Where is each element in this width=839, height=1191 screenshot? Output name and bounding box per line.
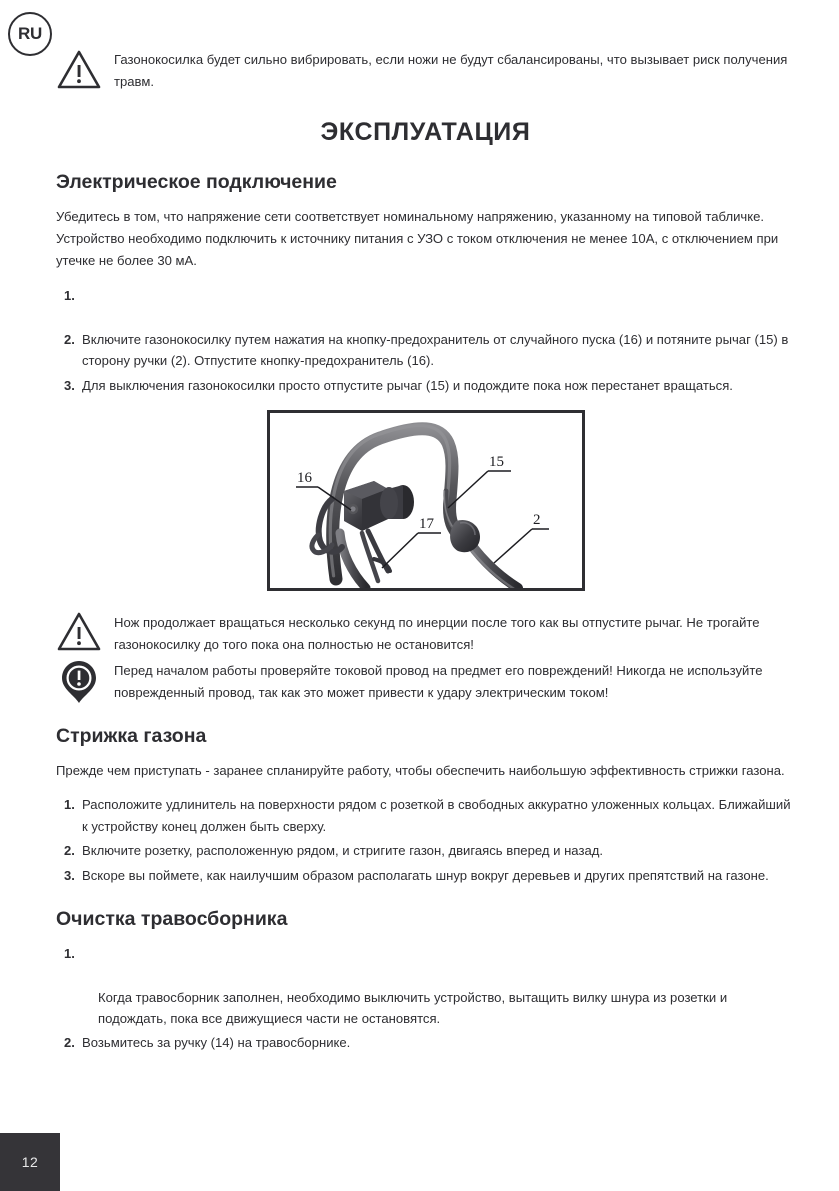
steps-grassbox-cont: [56, 1032, 795, 1054]
step-text: Расположите удлинитель на поверхности рядом с розеткой в свободных аккуратно уложенных кольцах. Ближайший к устройству конец должен быть сверху.: [82, 797, 791, 834]
top-warning-block: [56, 48, 795, 92]
warning-triangle-icon: [56, 611, 102, 655]
section-title-grassbox: Очистка травосборника: [56, 908, 288, 931]
step-text: Включите газонокосилку путем нажатия на кнопку-предохранитель от случайного пуска (16) и потяните рычаг (15) в сторону ручки (2). Отпустите кнопку-предохранитель (16).: [82, 331, 789, 369]
grassbox-note-paragraph: Когда травосборник заполнен, необходимо выключить устройство, вытащить вилку шнура из розетки и подождать, пока все движущиеся части не остановятся.: [98, 989, 728, 1027]
step-number: 2.: [64, 1034, 75, 1050]
locale-badge-ru: [8, 12, 52, 56]
step-number: 1.: [64, 288, 75, 304]
steps-electrical: [56, 285, 795, 396]
page-title: ЭКСПЛУАТАЦИЯ: [320, 118, 531, 146]
page-number: 12: [21, 1154, 39, 1170]
top-warning-text: Газонокосилка будет сильно вибрировать, если ножи не будут сбалансированы, что вызывает риск получения травм.: [114, 52, 788, 89]
step-text: Вскоре вы поймете, как наилучшим образом располагать шнур вокруг деревьев и других препятствий на газоне.: [82, 867, 769, 883]
list-item: [56, 840, 795, 862]
svg-text:2: 2: [532, 512, 540, 529]
step-number: 3.: [64, 867, 75, 883]
locale-badge-label: RU: [18, 24, 42, 43]
step-number: 3.: [64, 377, 75, 393]
section-title-mowing: Стрижка газона: [56, 725, 207, 748]
step-text: Возьмитесь за ручку (14) на травосборнике.: [82, 1034, 351, 1050]
svg-text:16: 16: [296, 470, 312, 487]
mid-warning-block-2: [56, 659, 795, 703]
mid-warning-text-2: Перед началом работы проверяйте токовой провод на предмет его повреждений! Никогда не используйте поврежденный провод, так как это может привести к удару электрическим током!: [114, 663, 763, 700]
svg-text:15: 15: [488, 454, 504, 471]
step-number: 1.: [64, 797, 75, 813]
lawnmower-handle-diagram: [267, 410, 585, 591]
section-title-electrical: Электрическое подключение: [56, 171, 337, 193]
page-content: [56, 0, 795, 1056]
step-text: [82, 285, 795, 307]
step-number: 2.: [64, 843, 75, 859]
list-item: [56, 285, 795, 307]
step-number: 1.: [64, 946, 75, 962]
step-text: Для выключения газонокосилки просто отпустите рычаг (15) и подождите пока нож перестанет вращаться.: [82, 377, 733, 393]
page-footer: [0, 1133, 60, 1191]
list-item: [56, 943, 795, 965]
section-intro-electrical: Убедитесь в том, что напряжение сети соответствует номинальному напряжению, указанному на типовой табличке. Устройство необходимо подключить к источнику питания с УЗО с током отключения не менее 10А, с отключением при утечке не более 30 мА.: [56, 209, 779, 268]
step-text: Включите розетку, расположенную рядом, и стригите газон, двигаясь вперед и назад.: [82, 843, 604, 859]
step-number: 2.: [64, 331, 75, 347]
section-intro-mowing: Прежде чем приступать - заранее спланируйте работу, чтобы обеспечить наибольшую эффективность стрижки газона.: [56, 763, 785, 779]
notice-pin-icon: [56, 659, 102, 703]
svg-text:17: 17: [418, 516, 434, 533]
list-item: [56, 1032, 795, 1054]
list-item: [56, 375, 795, 397]
list-item: [56, 794, 795, 837]
callout-17: [382, 516, 441, 568]
warning-triangle-icon: [56, 48, 102, 92]
list-item: [56, 329, 795, 372]
mid-warning-block-1: [56, 611, 795, 655]
list-item: [56, 865, 795, 887]
step-text: [82, 943, 795, 965]
steps-grassbox: [56, 943, 795, 965]
mid-warning-text-1: Нож продолжает вращаться несколько секунд по инерции после того как вы отпустите рычаг. Не трогайте газонокосилку до того пока она полностью не остановится!: [114, 615, 760, 652]
callout-2: [494, 512, 549, 563]
steps-mowing: [56, 794, 795, 886]
